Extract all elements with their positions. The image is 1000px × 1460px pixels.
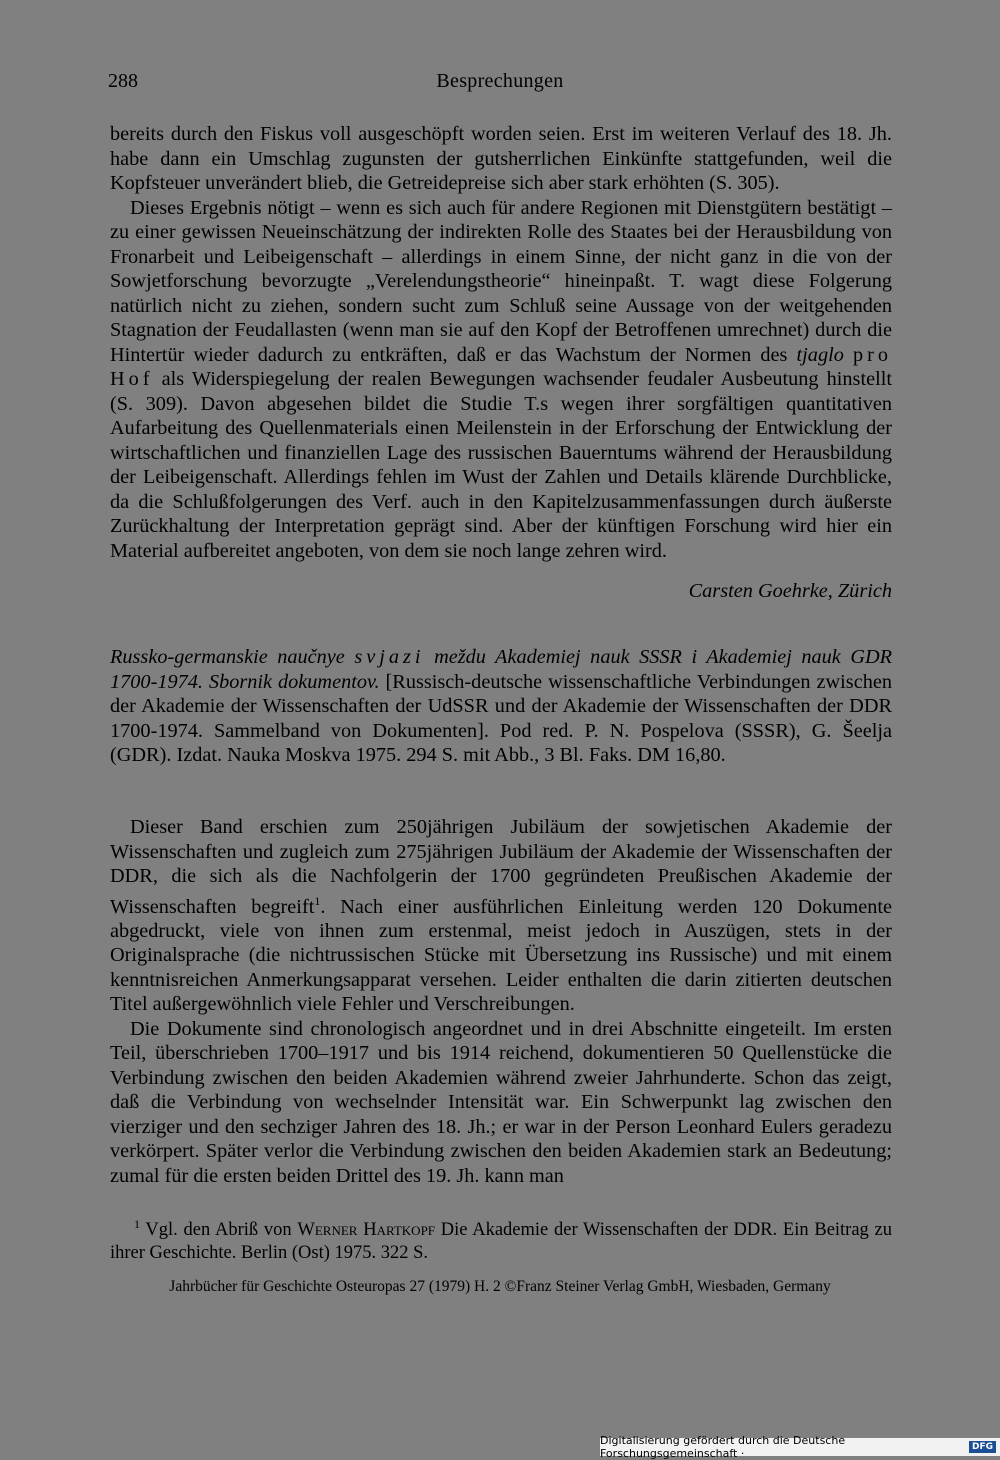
journal-imprint: Jahrbücher für Geschichte Osteuropas 27 (1979) H. 2 ©Franz Steiner Verlag GmbH, Wiesbaden, Germany bbox=[169, 1278, 831, 1295]
reviewer-signature: Carsten Goehrke, Zürich bbox=[688, 580, 892, 602]
digitization-credit-bar bbox=[600, 1434, 1000, 1460]
text-run: als Widerspiegelung der realen Bewegungen wachsender feudaler Ausbeutung hinstellt (S. 309). Davon abgesehen bildet die Studie T.s wegen ihrer sorgfältigen quantitativen Aufarbeitung des Quellenmaterials einen Meilenstein in der Erforschung der Entwicklung der wirtschaftlichen und finanziellen Lage des russischen Bauerntums während der Herausbildung der Leibeigenschaft. Allerdings fehlen im Wust der Zahlen und Details klärende Durchblicke, da die Schlußfolgerungen des Verf. auch in den Kapitelzusammenfassungen durch äußerste Zurückhaltung der Interpretation geprägt sind. Aber der künftigen Forschung wird hier ein Material aufbereitet angeboten, von dem sie noch lange zehren wird. bbox=[110, 368, 892, 562]
dfg-logo-icon: DFG bbox=[969, 1441, 996, 1453]
paragraph bbox=[110, 815, 892, 1017]
footnote-marker: 1 bbox=[134, 1217, 140, 1231]
citation-details: [Russisch-deutsche wissenschaftliche Verbindungen zwischen der Akademie der Wissenschaften der UdSSR und der Akademie der Wissenschaften der DDR 1700-1974. Sammelband von Dokumenten]. Pod red. P. N. Pospelova (SSSR), G. Šeelja (GDR). Izdat. Nauka Moskva 1975. 294 S. mit Abb., 3 Bl. Faks. DM 16,80. bbox=[110, 670, 892, 766]
title-part: meždu Akademiej nauk SSSR i Akademiej nauk GDR 1700-1974. Sbornik dokumentov. bbox=[110, 646, 892, 693]
footnote-reference[interactable]: 1 bbox=[314, 893, 321, 908]
paragraph bbox=[110, 196, 892, 564]
text-run: Dieser Band erschien zum 250jährigen Jubiläum der sowjetischen Akademie der Wissenschaften und zugleich zum 275jährigen Jubiläum der Akademie der Wissenschaften der DDR, die sich als die Nachfolgerin der 1700 gegründeten Preußischen Akademie der Wissenschaften begreift bbox=[110, 816, 892, 918]
running-head: Besprechungen bbox=[436, 70, 564, 92]
term-tjaglo: tjaglo bbox=[796, 343, 844, 366]
title-part: Russko-germanskie naučnye bbox=[110, 646, 345, 668]
review-body bbox=[110, 815, 892, 1188]
spaced-term: pro Hof bbox=[110, 343, 892, 390]
spaced-title-word: svjazi bbox=[354, 646, 425, 668]
review-continuation bbox=[110, 122, 892, 563]
bibliographic-citation bbox=[110, 645, 892, 768]
paragraph: bereits durch den Fiskus voll ausgeschöpft worden seien. Erst im weiteren Verlauf des 18. Jh. habe dann ein Umschlag zugunsten der gutsherrlichen Einkünfte stattgefunden, weil die Kopfsteuer unverändert blieb, die Getreidepreise sich aber stark erhöhten (S. 305). bbox=[110, 123, 892, 194]
digitization-credit-text: Digitalisierung gefördert durch die Deutsche Forschungsgemeinschaft · bbox=[600, 1434, 846, 1460]
footnote bbox=[110, 1213, 892, 1265]
text-run: Dieses Ergebnis nötigt – wenn es sich auch für andere Regionen mit Dienstgütern bestätigt – zu einer gewissen Neueinschätzung der indirekten Rolle des Staates bei der Herausbildung von Fronarbeit und Leibeigenschaft – allerdings in einem Sinne, der nicht ganz in die von der Sowjetforschung bevorzugte „Verelendungstheorie“ hineinpaßt. T. wagt diese Folgerung natürlich nicht zu ziehen, sondern sucht zum Schluß seine Aussage von der weitgehenden Stagnation der Feudallasten (wenn man sie auf den Kopf der Betroffenen umrechnet) durch die Hintertür wieder dadurch zu entkräften, daß er das Wachstum der Normen des bbox=[110, 196, 892, 366]
text-run: . Nach einer ausführlichen Einleitung werden 120 Dokumente abgedruckt, viele von ihnen zum erstenmal, meist jedoch in Auszügen, stets in der Originalsprache (die nichtrussischen Stücke mit Übersetzung ins Russische) und mit einem kenntnisreichen Anmerkungsapparat versehen. Leider enthalten die darin zitierten deutschen Titel außergewöhnlich viele Fehler und Verschreibungen. bbox=[110, 895, 892, 1016]
footnote-text: Die Akademie der Wissenschaften der DDR. Ein Beitrag zu ihrer Geschichte. Berlin (Ost) 1975. 322 S. bbox=[110, 1220, 893, 1264]
footnote-text: Vgl. den Abriß von bbox=[145, 1220, 292, 1241]
footnote-author: Werner Hartkopf bbox=[297, 1220, 436, 1241]
paragraph: Die Dokumente sind chronologisch angeordnet und in drei Abschnitte eingeteilt. Im ersten Teil, überschrieben 1700–1917 und bis 1914 reichend, dokumentieren 50 Quellenstücke die Verbindung zwischen den beiden Akademien während zweier Jahrhunderte. Schon das zeigt, daß die Verbindung von wechselnder Intensität war. Ein Schwerpunkt lag zwischen den vierziger und den sechziger Jahren des 18. Jh.; er war in der Person Leonhard Eulers geradezu verkörpert. Später verlor die Verbindung zwischen den beiden Akademien stark an Bedeutung; zumal für die ersten beiden Drittel des 19. Jh. kann man bbox=[110, 1017, 892, 1187]
page-number: 288 bbox=[108, 70, 138, 92]
